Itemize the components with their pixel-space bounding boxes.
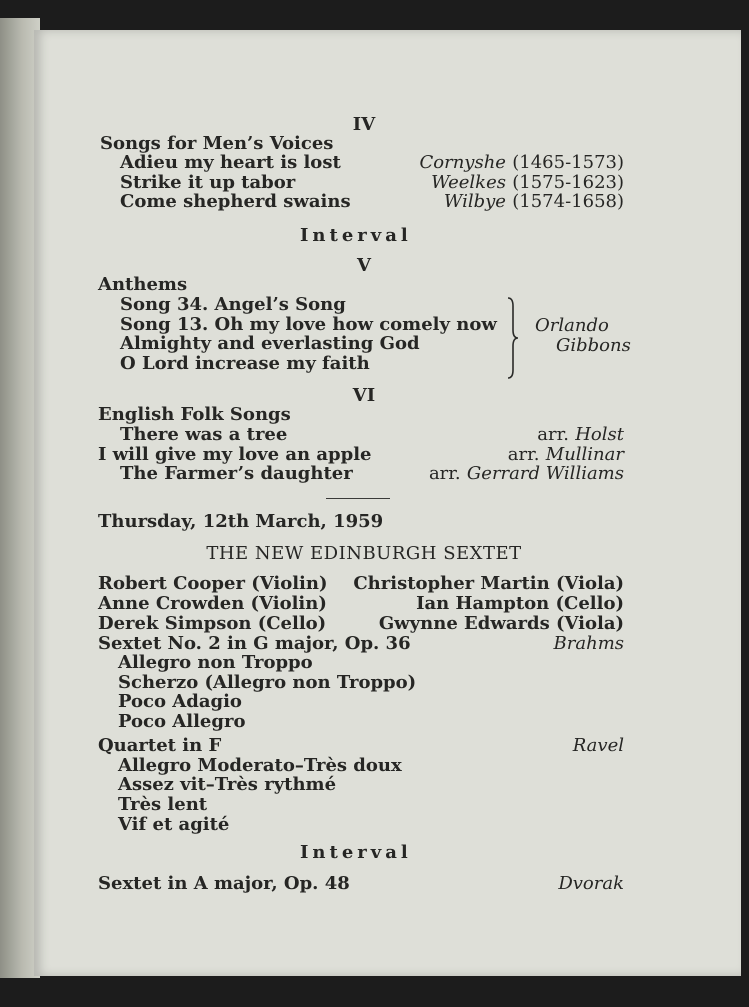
composer: Cornyshe xyxy=(419,152,506,173)
composer-dates: (1465-1573) xyxy=(512,152,624,173)
work-title: Quartet in F xyxy=(98,735,222,756)
movement: Assez vit–Très rythmé xyxy=(118,774,337,795)
song-credit xyxy=(420,153,625,173)
work-composer: Dvorak xyxy=(558,873,624,894)
performer: Anne Crowden (Violin) xyxy=(98,593,327,614)
work-composer: Ravel xyxy=(572,735,624,756)
composer-dates: (1575-1623) xyxy=(512,172,624,193)
movement: Vif et agité xyxy=(118,814,230,835)
anthem-title: Song 34. Angel’s Song xyxy=(120,294,346,315)
folk-song-title: There was a tree xyxy=(120,424,288,445)
song-title: Come shepherd swains xyxy=(120,191,351,212)
interval-label: Interval xyxy=(300,842,412,863)
arranger: Gerrard Williams xyxy=(466,463,624,484)
composer: Weelkes xyxy=(431,172,506,193)
song-credit xyxy=(444,192,624,212)
ensemble-name: THE NEW EDINBURGH SEXTET xyxy=(206,543,522,564)
movement: Scherzo (Allegro non Troppo) xyxy=(118,672,417,693)
anthem-title: O Lord increase my faith xyxy=(120,353,370,374)
anthem-title: Song 13. Oh my love how comely now xyxy=(120,314,497,335)
composer-dates: (1574-1658) xyxy=(512,191,624,212)
section-numeral-iv: IV xyxy=(352,114,376,135)
composer-last-name: Gibbons xyxy=(556,335,631,356)
arranger: Mullinar xyxy=(545,444,624,465)
arranger-credit xyxy=(429,464,624,484)
movement: Très lent xyxy=(118,794,208,815)
arr-prefix: arr. xyxy=(428,463,461,484)
work-composer: Brahms xyxy=(553,633,624,654)
concert-date: Thursday, 12th March, 1959 xyxy=(98,511,384,532)
song-credit xyxy=(431,173,624,193)
arr-prefix: arr. xyxy=(537,424,569,445)
performer: Derek Simpson (Cello) xyxy=(98,613,327,634)
composer: Wilbye xyxy=(443,191,506,212)
movement: Allegro Moderato–Très doux xyxy=(118,755,402,776)
section-heading-vi: English Folk Songs xyxy=(98,404,291,425)
work-title: Sextet in A major, Op. 48 xyxy=(98,873,350,894)
interval-label: Interval xyxy=(300,225,412,246)
arranger: Holst xyxy=(575,424,624,445)
work-title: Sextet No. 2 in G major, Op. 36 xyxy=(98,633,411,654)
folk-song-title: The Farmer’s daughter xyxy=(120,463,353,484)
movement: Poco Allegro xyxy=(118,711,246,732)
performer: Gwynne Edwards (Viola) xyxy=(378,613,624,634)
arr-prefix: arr. xyxy=(507,444,540,465)
program-page xyxy=(34,30,741,976)
performer: Christopher Martin (Viola) xyxy=(353,573,624,594)
composer-first-name: Orlando xyxy=(535,315,609,336)
section-divider xyxy=(326,498,390,499)
anthem-title: Almighty and everlasting God xyxy=(120,333,420,354)
song-title: Adieu my heart is lost xyxy=(120,152,341,173)
curly-brace-icon xyxy=(506,296,520,380)
section-heading-iv: Songs for Men’s Voices xyxy=(100,133,334,154)
section-numeral-v: V xyxy=(357,255,371,276)
section-numeral-vi: VI xyxy=(352,385,376,406)
performer: Robert Cooper (Violin) xyxy=(98,573,328,594)
folk-song-title: I will give my love an apple xyxy=(98,444,372,465)
arranger-credit xyxy=(508,445,624,465)
performer: Ian Hampton (Cello) xyxy=(416,593,624,614)
movement: Allegro non Troppo xyxy=(118,652,313,673)
section-heading-v: Anthems xyxy=(98,274,188,295)
movement: Poco Adagio xyxy=(118,691,242,712)
arranger-credit xyxy=(537,425,624,445)
song-title: Strike it up tabor xyxy=(120,172,296,193)
